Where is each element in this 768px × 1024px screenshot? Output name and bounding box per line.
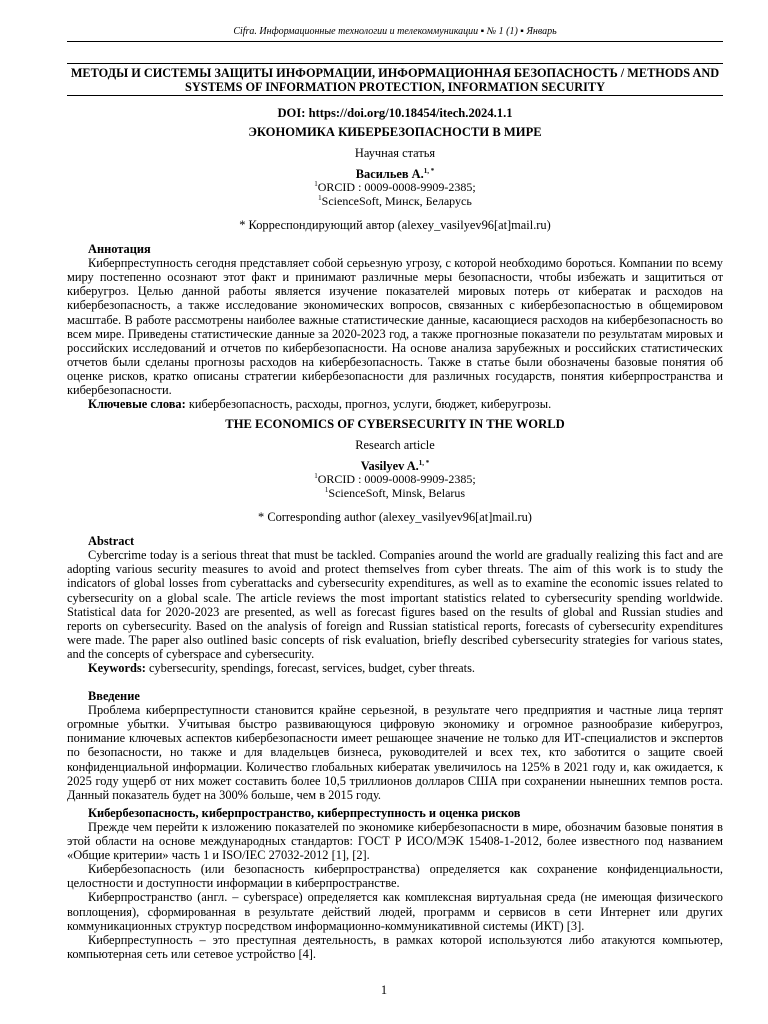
affiliation-text: ScienceSoft, Minsk, Belarus [328, 486, 466, 501]
affiliation-en [67, 487, 723, 501]
issue-number: № 1 (1) [486, 26, 518, 37]
intro-heading: Введение [88, 689, 140, 704]
abstract-text-ru: Киберпреступность сегодня представляет собой серьезную угрозу, с которой необходимо бороться. Компании по всему миру постепенно осознают этот факт и принимают различные меры безопасности, чтобы избежать и защититься от киберугроз. Целью данной работы является изучение показателей мировых потерь от кибератак и расходов на кибербезопасность, а также исследование экономических вопросов, связанных с кибербезопасностью в общемировом масштабе. В работе рассмотрены наиболее важные статистические данные, касающиеся расходов на кибербезопасность во всем мире. Приведены статистические данные за 2020-2023 год, а также прогнозные показатели по результатам мировых и российских исследований и отчетов по кибербезопасности. На основе анализа зарубежных и российских статистических отчетов были сделаны прогнозы расходов на кибербезопасность. Также в статье были обозначены базовые понятия об оценке рисков, кратко описаны стратегии кибербезопасности для различных государств, понятия киберпространства и кибербезопасности. [67, 256, 723, 397]
orcid-text: ORCID : 0009-0008-9909-2385; [317, 180, 476, 195]
author-ru [67, 167, 723, 181]
abstract-heading-ru: Аннотация [88, 242, 151, 257]
article-type-ru: Научная статья [354, 146, 436, 161]
abstract-text-en: Cybercrime today is a serious threat that must be tackled. Companies around the world are gradually realizing this fact and are adopting various security measures to avoid and protect themselves from cyber threats. The aim of this work is to study the indicators of global losses from cyberattacks and cybersecurity expenditures, as well as to examine the economic issues related to cybersecurity on a global scale. The article reviews the most important statistics related to cybersecurity spending worldwide. Statistical data for 2020-2023 are presented, as well as forecast figures based on the results of global and Russian studies and reports on cybersecurity. Based on the analysis of foreign and Russian statistical reports, forecasts of cybersecurity expenditures were made. The paper also outlined basic concepts of risk evaluation, briefly described cybersecurity strategies for various states, and the concepts of cyberspace and cybersecurity. [67, 548, 723, 661]
aff-superscript: 1 [324, 486, 329, 495]
section2-paragraph: Киберпространство (англ. – cyberspace) определяется как комплексная виртуальная среда (не имеющая физического воплощения), сформированная в результате действий людей, программ и сервисов в сети Интернет или других коммуникационных структур посредством информационно-коммуникативной системы (ИКТ) [3]. [67, 890, 723, 933]
section2-paragraph: Киберпреступность – это преступная деятельность, в рамках которой используются либо атакуются компьютер, компьютерная сеть или сетевое устройство [4]. [67, 932, 723, 961]
keywords-en [67, 661, 723, 675]
page-number: 1 [380, 983, 388, 997]
issue-month: Январь [526, 26, 557, 37]
orcid-ru [67, 181, 723, 195]
aff-superscript: 1 [314, 180, 318, 189]
affiliation-ru [67, 195, 723, 209]
header-separator: ▪ [520, 26, 527, 37]
section2-heading: Кибербезопасность, киберпространство, киберпреступность и оценка рисков [88, 805, 521, 820]
article-title-ru: ЭКОНОМИКА КИБЕРБЕЗОПАСНОСТИ В МИРЕ [248, 125, 542, 140]
aff-superscript: 1 [318, 194, 322, 203]
author-superscript: 1, * [423, 167, 435, 176]
author-name: Васильев А. [355, 167, 424, 182]
orcid-text: ORCID : 0009-0008-9909-2385; [317, 472, 476, 487]
keywords-label: Ключевые слова: [88, 397, 186, 412]
journal-name: Cifra. Информационные технологии и телекоммуникации [233, 26, 479, 37]
intro-text: Проблема киберпреступности становится крайне серьезной, в результате чего предприятия и частные лица терпят огромные убытки. Учитывая быстро развивающуюся цифровую экономику и огромное разнообразие киберугроз, понимание ключевых аспектов кибербезопасности имеет решающее значение не только для ИТ-специалистов и экспертов по безопасности, но также и для владельцев бизнеса, руководителей и всех тех, кто заботится о защите своей конфиденциальной информации. Количество глобальных кибератак увеличилось на 125% в 2021 году и, как ожидается, к 2025 году ущерб от них может составить более 10,5 триллионов долларов США при сохранении нынешних темпов роста. Данный показатель будет на 300% больше, чем в 2015 году. [67, 703, 723, 802]
orcid-en [67, 473, 723, 487]
section2-paragraph: Прежде чем перейти к изложению показателей по экономике кибербезопасности в мире, обозначим базовые понятия в этой области на основе международных стандартов: ГОСТ Р ИСО/МЭК 15408-1-2012, более известного под названием «Общие критерии» часть 1 и ISO/IEC 27032-2012 [1], [2]. [67, 819, 723, 863]
doi-link[interactable]: DOI: https://doi.org/10.18454/itech.2024.1.1 [277, 106, 513, 120]
keywords-label: Keywords: [88, 661, 146, 675]
keywords-text: cybersecurity, spendings, forecast, services, budget, cyber threats. [148, 661, 475, 675]
corresponding-author-en: * Corresponding author (alexey_vasilyev96[at]mail.ru) [258, 510, 532, 525]
section-title: МЕТОДЫ И СИСТЕМЫ ЗАЩИТЫ ИНФОРМАЦИИ, ИНФОРМАЦИОННАЯ БЕЗОПАСНОСТЬ / METHODS AND SYSTEMS OF INFORMATION PROTECTION, INFORMATION SECURITY [67, 63, 723, 96]
header-separator: ▪ [480, 26, 487, 37]
abstract-heading-en: Abstract [88, 534, 135, 549]
article-type-en: Research article [355, 438, 435, 453]
author-name: Vasilyev A. [360, 459, 419, 474]
article-page [67, 26, 723, 961]
running-header [67, 26, 723, 42]
section2-paragraph: Кибербезопасность (или безопасность киберпространства) определяется как сохранение конфиденциальности, целостности и доступности информации в киберпространстве. [67, 862, 723, 891]
keywords-text: кибербезопасность, расходы, прогноз, услуги, бюджет, киберугрозы. [188, 397, 552, 412]
keywords-ru [67, 397, 723, 411]
author-en [67, 459, 723, 473]
aff-superscript: 1 [314, 472, 318, 481]
article-title-en: THE ECONOMICS OF CYBERSECURITY IN THE WORLD [225, 417, 565, 432]
affiliation-text: ScienceSoft, Минск, Беларусь [321, 194, 472, 209]
author-superscript: 1, * [418, 459, 430, 468]
corresponding-author-ru: * Корреспондирующий автор (alexey_vasilyev96[at]mail.ru) [239, 217, 551, 232]
